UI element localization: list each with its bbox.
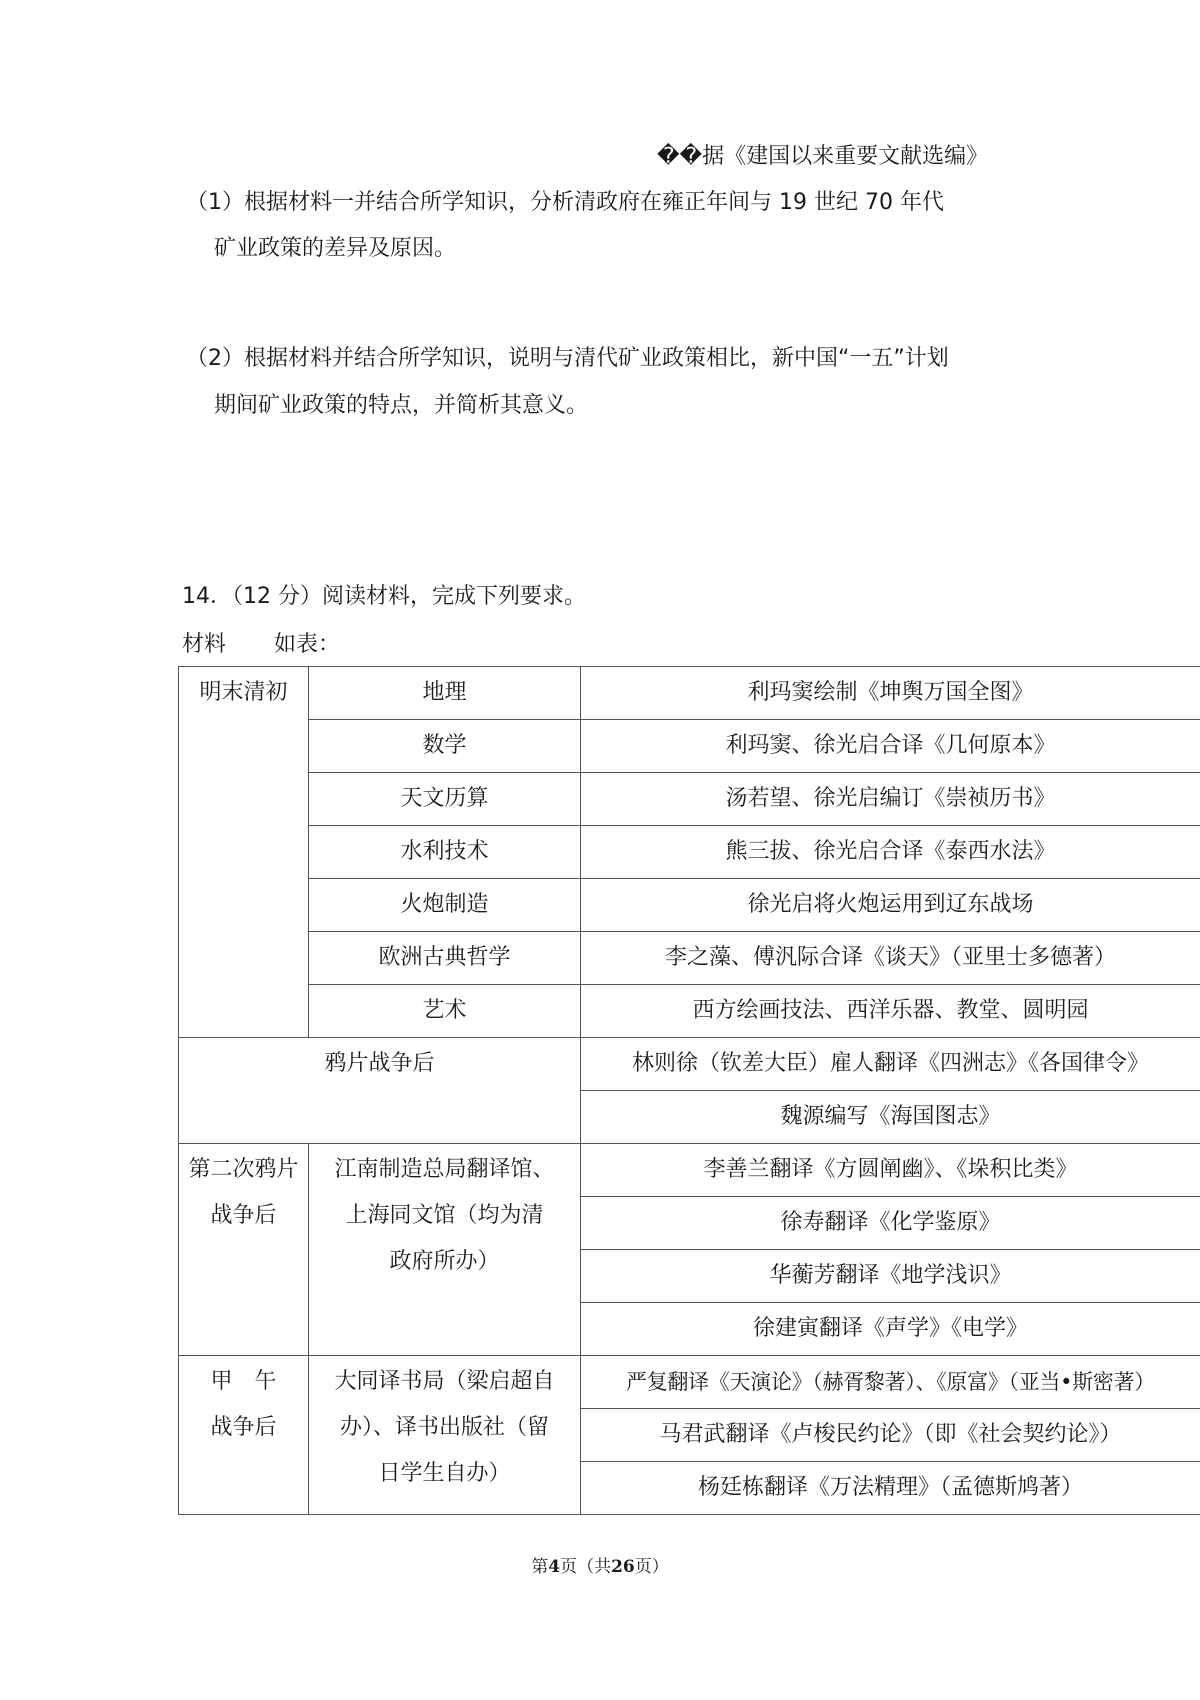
- table-row: [179, 826, 1200, 879]
- field-cell: 数学: [309, 720, 581, 773]
- content-cell: 林则徐（钦差大臣）雇人翻译《四洲志》《各国律令》: [581, 1038, 1200, 1091]
- footer-suffix: 页）: [634, 1557, 669, 1577]
- material-text: 如表：: [274, 632, 341, 657]
- period-line: 战争后: [210, 1203, 277, 1228]
- table-row: [179, 1356, 1200, 1409]
- content-cell: 李善兰翻译《方圆阐幽》、《垛积比类》: [581, 1144, 1200, 1197]
- content-cell: 杨廷栋翻译《万法精理》（孟德斯鸠著）: [581, 1462, 1200, 1515]
- table-row: [179, 879, 1200, 932]
- table-row: [179, 985, 1200, 1038]
- content-cell: 徐建寅翻译《声学》《电学》: [581, 1303, 1200, 1356]
- history-translation-table: [178, 666, 1200, 1515]
- question-14-heading: 14．（12 分）阅读材料，完成下列要求。: [182, 584, 586, 609]
- content-cell: 严复翻译《天演论》（赫胥黎著）、《原富》（亚当•斯密著）: [581, 1356, 1200, 1409]
- period-line: 甲 午: [210, 1369, 277, 1394]
- table-row: [179, 773, 1200, 826]
- organization-line: 江南制造总局翻译馆、: [334, 1157, 555, 1182]
- period-cell: 鸦片战争后: [179, 1038, 581, 1144]
- field-cell: 艺术: [309, 985, 581, 1038]
- material-label: [182, 630, 340, 660]
- organization-line: 日学生自办）: [378, 1461, 511, 1486]
- content-cell: 李之藻、傅汎际合译《谈天》（亚里士多德著）: [581, 932, 1200, 985]
- content-cell: 徐光启将火炮运用到辽东战场: [581, 879, 1200, 932]
- table-row: [179, 667, 1200, 720]
- question-2-line-1: （2）根据材料并结合所学知识，说明与清代矿业政策相比，新中国“一五”计划: [186, 346, 949, 371]
- footer-total-pages: 26: [611, 1557, 635, 1577]
- table-row: [179, 1144, 1200, 1197]
- field-cell: 火炮制造: [309, 879, 581, 932]
- field-cell: 水利技术: [309, 826, 581, 879]
- content-cell: 马君武翻译《卢梭民约论》（即《社会契约论》）: [581, 1409, 1200, 1462]
- content-cell: 汤若望、徐光启编订《崇祯历书》: [581, 773, 1200, 826]
- footer-page-number: 4: [548, 1557, 561, 1577]
- organization-line: 大同译书局（梁启超自: [334, 1369, 555, 1394]
- period-line: 战争后: [210, 1415, 277, 1440]
- field-cell: 欧洲古典哲学: [309, 932, 581, 985]
- field-cell: 地理: [309, 667, 581, 720]
- field-cell: 天文历算: [309, 773, 581, 826]
- material-title: 材料: [182, 632, 227, 657]
- footer-mid: 页（共: [560, 1557, 612, 1577]
- period-cell: 明末清初: [179, 667, 309, 1038]
- table-row: [179, 1038, 1200, 1091]
- organization-line: 上海同文馆（均为清: [345, 1203, 544, 1228]
- content-cell: 利玛窦绘制《坤舆万国全图》: [581, 667, 1200, 720]
- organization-line: 办）、译书出版社（留: [339, 1415, 549, 1440]
- organization-line: 政府所办）: [389, 1249, 500, 1274]
- table-row: [179, 932, 1200, 985]
- footer-prefix: 第: [531, 1557, 549, 1577]
- content-cell: 徐寿翻译《化学鉴原》: [581, 1197, 1200, 1250]
- period-cell: [179, 1356, 309, 1515]
- page-footer: [0, 1552, 1200, 1577]
- content-cell: 魏源编写《海国图志》: [581, 1091, 1200, 1144]
- question-2-line-2: 期间矿业政策的特点，并简析其意义。: [214, 393, 589, 418]
- question-1-line-2: 矿业政策的差异及原因。: [214, 236, 457, 261]
- question-1-line-1: （1）根据材料一并结合所学知识，分析清政府在雍正年间与 19 世纪 70 年代: [186, 190, 944, 215]
- period-cell: [179, 1144, 309, 1356]
- content-cell: 华蘅芳翻译《地学浅识》: [581, 1250, 1200, 1303]
- content-cell: 利玛窦、徐光启合译《几何原本》: [581, 720, 1200, 773]
- organization-cell: [309, 1356, 581, 1515]
- period-line: 第二次鸦片: [188, 1157, 299, 1182]
- source-citation: ��据《建国以来重要文献选编》: [657, 144, 989, 169]
- table-row: [179, 720, 1200, 773]
- organization-cell: [309, 1144, 581, 1356]
- content-cell: 西方绘画技法、西洋乐器、教堂、圆明园: [581, 985, 1200, 1038]
- content-cell: 熊三拔、徐光启合译《泰西水法》: [581, 826, 1200, 879]
